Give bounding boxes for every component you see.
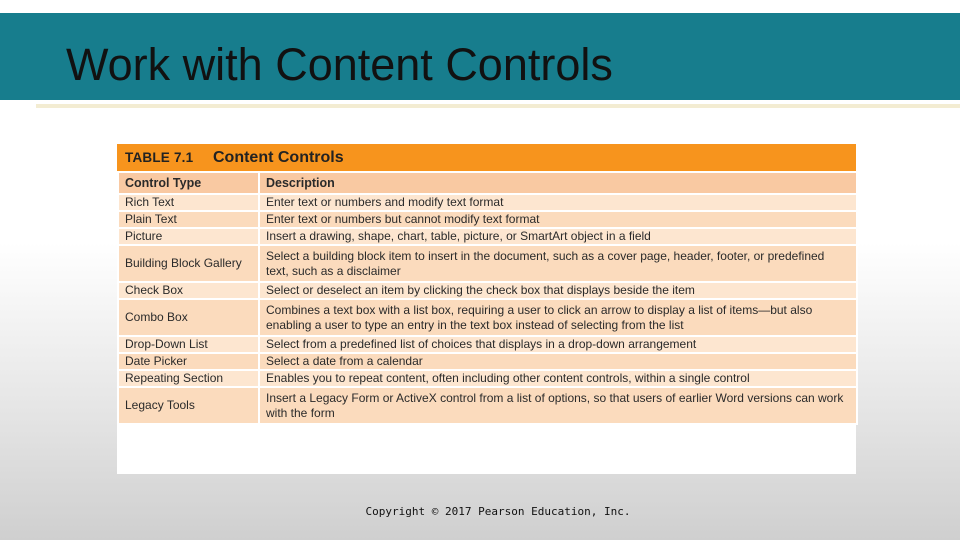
table-row: [118, 299, 857, 336]
description-cell: Combines a text box with a list box, requiring a user to click an arrow to display a list of items—but also enabling a user to type an entry in the text box instead of selecting from the list: [259, 299, 857, 336]
description-cell: Enter text or numbers and modify text format: [259, 194, 857, 211]
description-cell: Insert a Legacy Form or ActiveX control from a list of options, so that users of earlier Word versions can work with the form: [259, 387, 857, 424]
table-row: [118, 336, 857, 353]
control-type-cell: Legacy Tools: [118, 387, 259, 424]
table-number: TABLE 7.1: [125, 150, 194, 165]
table-row: [118, 194, 857, 211]
control-type-cell: Plain Text: [118, 211, 259, 228]
table-row: [118, 245, 857, 282]
table-row: [118, 228, 857, 245]
control-type-cell: Date Picker: [118, 353, 259, 370]
control-type-cell: Combo Box: [118, 299, 259, 336]
slide-title: Work with Content Controls: [66, 39, 613, 90]
table-title: Content Controls: [213, 148, 344, 166]
control-type-cell: Repeating Section: [118, 370, 259, 387]
column-header-control-type: Control Type: [118, 172, 259, 194]
table-header-row: [118, 172, 857, 194]
control-type-cell: Drop-Down List: [118, 336, 259, 353]
control-type-cell: Rich Text: [118, 194, 259, 211]
copyright-footer: Copyright © 2017 Pearson Education, Inc.: [365, 505, 631, 518]
description-cell: Enables you to repeat content, often including other content controls, within a single control: [259, 370, 857, 387]
content-controls-table-figure: [117, 144, 856, 474]
control-type-cell: Building Block Gallery: [118, 245, 259, 282]
table-row: [118, 211, 857, 228]
description-cell: Select or deselect an item by clicking the check box that displays beside the item: [259, 282, 857, 299]
content-controls-table: [117, 171, 858, 425]
description-cell: Select from a predefined list of choices that displays in a drop-down arrangement: [259, 336, 857, 353]
description-cell: Select a building block item to insert in the document, such as a cover page, header, footer, or predefined text, such as a disclaimer: [259, 245, 857, 282]
control-type-cell: Picture: [118, 228, 259, 245]
description-cell: Select a date from a calendar: [259, 353, 857, 370]
control-type-cell: Check Box: [118, 282, 259, 299]
table-row: [118, 353, 857, 370]
table-row: [118, 370, 857, 387]
table-row: [118, 282, 857, 299]
column-header-description: Description: [259, 172, 857, 194]
title-underline: [36, 104, 960, 108]
description-cell: Enter text or numbers but cannot modify text format: [259, 211, 857, 228]
description-cell: Insert a drawing, shape, chart, table, picture, or SmartArt object in a field: [259, 228, 857, 245]
table-row: [118, 387, 857, 424]
table-caption: [117, 144, 856, 171]
